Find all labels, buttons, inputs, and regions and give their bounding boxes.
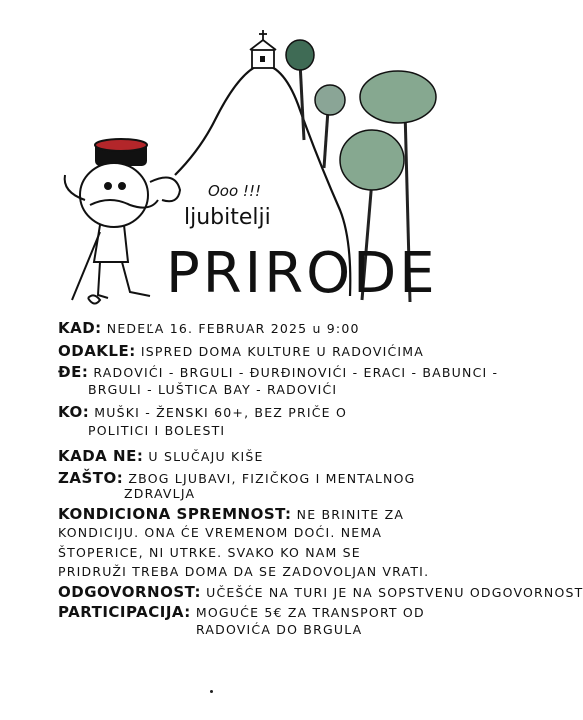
value-odgovornost: UČEŠĆE NA TURI JE NA SOPSTVENU ODGOVORNOST: [206, 585, 583, 600]
value-kondicija: NE BRINITE ZA: [296, 507, 405, 522]
row-kondicija: [58, 504, 404, 523]
tree-small-icon: [286, 40, 314, 140]
row-kad: [58, 318, 360, 337]
church-icon: [250, 30, 276, 68]
value-ko-cont: POLITICI I BOLESTI: [88, 423, 226, 438]
ink-dot: [210, 690, 213, 693]
row-de: [58, 362, 498, 381]
value-kondicija-3: ŠTOPERICE, NI UTRKE. SVAKO KO NAM SE: [58, 545, 361, 560]
label-ko: KO:: [58, 403, 90, 421]
value-zasto-cont: ZDRAVLJA: [124, 486, 196, 501]
value-participacija-cont: RADOVIĆA DO BRGULA: [196, 622, 363, 637]
title-line1: ljubitelji: [184, 205, 271, 230]
value-kada-ne: U SLUČAJU KIŠE: [148, 449, 264, 464]
value-ko: MUŠKI - ŽENSKI 60+, BEZ PRIČE O: [94, 405, 347, 420]
old-man-character: [65, 139, 180, 304]
row-zasto: [58, 468, 416, 487]
label-kada-ne: KADA NE:: [58, 447, 144, 465]
label-odakle: ODAKLE:: [58, 342, 136, 360]
label-kondicija: KONDICIONA SPREMNOST:: [58, 505, 292, 523]
row-participacija: [58, 602, 425, 621]
value-de-cont: BRGULI - LUŠTICA BAY - RADOVIĆI: [88, 382, 338, 397]
row-kada-ne: [58, 446, 264, 465]
row-ko: [58, 402, 347, 421]
label-de: ĐE:: [58, 363, 89, 381]
label-participacija: PARTICIPACIJA:: [58, 603, 191, 621]
value-kad: NEDEĽA 16. FEBRUAR 2025 u 9:00: [106, 321, 360, 336]
value-kondicija-4: PRIDRUŽI TREBA DOMA DA SE ZADOVOLJAN VRATI.: [58, 564, 430, 579]
value-kondicija-2: KONDICIJU. ONA ĆE VREMENOM DOĆI. NEMA: [58, 525, 383, 540]
poster-illustration: [0, 0, 540, 320]
row-odgovornost: [58, 582, 583, 601]
row-odakle: [58, 341, 424, 360]
label-odgovornost: ODGOVORNOST:: [58, 583, 202, 601]
value-de: RADOVIĆI - BRGULI - ĐURĐINOVIĆI - ERACI - BABUNCI -: [93, 365, 499, 380]
value-zasto: ZBOG LJUBAVI, FIZIČKOG I MENTALNOG: [128, 471, 416, 486]
title-line2: PRIRODE: [166, 241, 438, 306]
value-participacija: MOGUĆE 5€ ZA TRANSPORT OD: [195, 605, 425, 620]
label-kad: KAD:: [58, 319, 102, 337]
value-odakle: ISPRED DOMA KULTURE U RADOVIĆIMA: [140, 344, 425, 359]
exclaim-text: Ooo !!!: [208, 182, 261, 200]
label-zasto: ZAŠTO:: [58, 469, 124, 487]
